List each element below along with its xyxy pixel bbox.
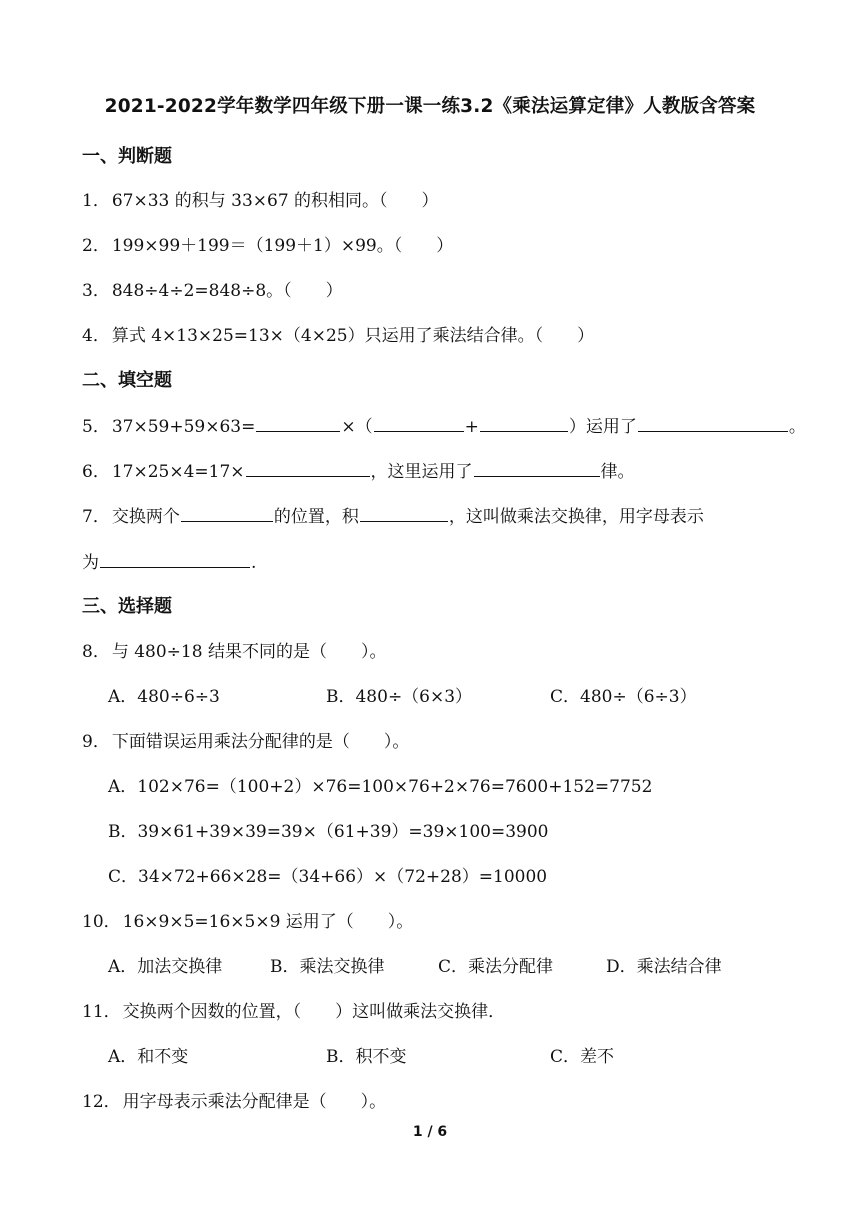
- question-12: [82, 1087, 386, 1112]
- question-number: 10．: [82, 912, 121, 932]
- question-text: 交换两个因数的位置，（ ）这叫做乘法交换律．: [122, 1002, 506, 1022]
- answer-blank[interactable]: [374, 415, 464, 432]
- option-a[interactable]: A．和不变: [108, 1047, 189, 1067]
- question-1: [82, 186, 439, 211]
- answer-blank[interactable]: [181, 505, 273, 522]
- option-b[interactable]: B．积不变: [326, 1047, 407, 1067]
- answer-blank[interactable]: [474, 460, 600, 477]
- question-8-options: [108, 682, 697, 707]
- question-text: 与 480÷18 结果不同的是（ ）。: [111, 642, 387, 662]
- answer-blank[interactable]: [246, 460, 370, 477]
- answer-blank[interactable]: [480, 415, 568, 432]
- option-b[interactable]: B．乘法交换律: [270, 957, 385, 977]
- question-text: .: [251, 553, 257, 573]
- answer-blank[interactable]: [360, 505, 448, 522]
- question-text: 为: [82, 553, 99, 573]
- option-a[interactable]: A．加法交换律: [108, 957, 223, 977]
- question-text: ，这里运用了: [370, 462, 473, 482]
- question-number: 2．: [82, 236, 110, 256]
- question-text: 律。: [600, 462, 635, 482]
- question-text: 的位置，积: [273, 507, 359, 527]
- answer-blank[interactable]: [256, 415, 340, 432]
- option-a[interactable]: A．102×76=（100+2）×76=100×76+2×76=7600+152=7752: [108, 777, 653, 797]
- question-number: 1．: [82, 191, 110, 211]
- question-number: 8．: [82, 642, 110, 662]
- question-6: [82, 457, 635, 482]
- question-text: 下面错误运用乘法分配律的是（ ）。: [111, 732, 410, 752]
- page-number: 1 / 6: [412, 1124, 448, 1140]
- section-true-false: 一、判断题: [82, 146, 172, 167]
- question-text: 17×25×4=17×: [111, 462, 245, 482]
- question-text: ×（: [341, 417, 373, 437]
- question-11-options: [108, 1042, 614, 1067]
- question-number: 6．: [82, 462, 110, 482]
- option-a[interactable]: A．480÷6÷3: [108, 687, 220, 707]
- answer-blank[interactable]: [638, 415, 788, 432]
- question-number: 3．: [82, 281, 110, 301]
- question-8: [82, 637, 386, 662]
- question-2: [82, 231, 453, 256]
- option-d[interactable]: D．乘法结合律: [606, 957, 722, 977]
- question-11: [82, 997, 505, 1022]
- question-text: 67×33 的积与 33×67 的积相同。（ ）: [111, 191, 439, 211]
- question-number: 5．: [82, 417, 110, 437]
- question-7-continued: [82, 548, 256, 573]
- question-text: +: [464, 417, 479, 437]
- question-7: [82, 502, 704, 527]
- option-b[interactable]: B．480÷（6×3）: [326, 687, 473, 707]
- question-4: [82, 321, 594, 346]
- option-c[interactable]: C．34×72+66×28=（34+66）×（72+28）=10000: [108, 867, 548, 887]
- page-title: 2021-2022学年数学四年级下册一课一练3.2《乘法运算定律》人教版含答案: [104, 96, 756, 117]
- question-number: 12．: [82, 1092, 121, 1112]
- question-9: [82, 727, 409, 752]
- question-3: [82, 276, 343, 301]
- question-5: [82, 412, 806, 437]
- question-text: 算式 4×13×25=13×（4×25）只运用了乘法结合律。（ ）: [111, 326, 595, 346]
- option-b[interactable]: B．39×61+39×39=39×（61+39）=39×100=3900: [108, 822, 549, 842]
- section-multiple-choice: 三、选择题: [82, 596, 172, 617]
- question-text: ，这叫做乘法交换律，用字母表示: [448, 507, 704, 527]
- question-number: 7．: [82, 507, 110, 527]
- question-10-options: [108, 952, 722, 977]
- question-text: ）运用了: [568, 417, 637, 437]
- option-c[interactable]: C．差不: [550, 1047, 615, 1067]
- option-c[interactable]: C．乘法分配律: [438, 957, 554, 977]
- question-10: [82, 907, 413, 932]
- question-text: 用字母表示乘法分配律是（ ）。: [122, 1092, 387, 1112]
- question-text: 。: [788, 417, 806, 437]
- question-text: 16×9×5=16×5×9 运用了（ ）。: [122, 912, 414, 932]
- option-c[interactable]: C．480÷（6÷3）: [550, 687, 697, 707]
- question-text: 交换两个: [111, 507, 180, 527]
- question-number: 9．: [82, 732, 110, 752]
- question-text: 848÷4÷2=848÷8。（ ）: [111, 281, 343, 301]
- question-number: 11．: [82, 1002, 121, 1022]
- question-number: 4．: [82, 326, 110, 346]
- question-text: 199×99＋199＝（199＋1）×99。（ ）: [111, 236, 454, 256]
- section-fill-in: 二、填空题: [82, 370, 172, 391]
- answer-blank[interactable]: [100, 551, 250, 568]
- question-text: 37×59+59×63=: [111, 417, 256, 437]
